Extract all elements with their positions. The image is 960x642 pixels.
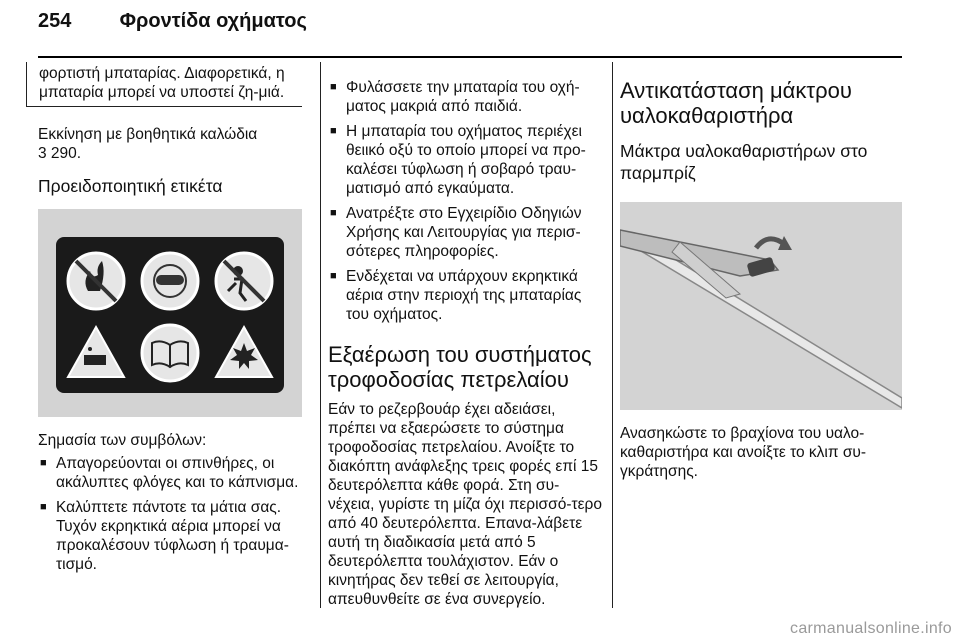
battery-warnings-list [328, 78, 604, 324]
list-item: ■ Απαγορεύονται οι σπινθήρες, οι ακάλυπτες φλόγες και το κάπνισμα. [38, 454, 302, 492]
wiper-illustration [620, 202, 902, 410]
jump-start-ref: 3 290. [38, 145, 82, 162]
list-item: ■ Φυλάσσετε την μπαταρία του οχή-ματος μακριά από παιδιά. [328, 78, 604, 116]
list-item: ■ Ανατρέξτε στο Εγχειρίδιο Οδηγιών Χρήσης και Λειτουργίας για περισ-σότερες πληροφορίες. [328, 204, 604, 261]
wiper-image [620, 202, 902, 410]
label-heading: Προειδοποιητική ετικέτα [38, 176, 223, 196]
bleeding-body: Εάν το ρεζερβουάρ έχει αδειάσει, πρέπει να εξαερώσετε το σύστημα τροφοδοσίας πετρελαίου. Ανοίξτε το διακόπτη ανάφλεξης τρεις φορές επί 15 δευτερόλεπτα κάθε φορά. Στη συ-νέχεια, γυρίστε τη μίζα όχι περισσό-τερο από 40 δευτερόλεπτα. Επανα-λάβετε αυτή τη διαδικασία μετά από 5 δευτερόλεπτα τουλάχιστον. Εάν ο κινητήρας δεν τεθεί σε λειτουργία, απευθυνθείτε σε ένα συνεργείο. [328, 401, 602, 608]
warning-label-graphic [38, 209, 302, 417]
no-children-icon [216, 253, 272, 309]
column-3 [620, 62, 902, 481]
wiper-subheading: Μάκτρα υαλοκαθαριστήρων στο παρμπρίζ [620, 141, 868, 183]
list-item: ■ Καλύπτετε πάντοτε τα μάτια σας. Τυχόν εκρηκτικά αέρια μπορεί να προκαλέσουν τύφλωση ή τραυμα-τισμό. [38, 498, 302, 574]
watermark: carmanualsonline.info [790, 620, 952, 637]
page-title: Φροντίδα οχήματος [119, 10, 307, 32]
column-divider [320, 62, 321, 608]
list-item: ■ Η μπαταρία του οχήματος περιέχει θειικό οξύ το οποίο μπορεί να προ-καλέσει τύφλωση ή σοβαρό τραυ-ματισμό από εγκαύματα. [328, 122, 604, 198]
symbols-list [38, 454, 302, 574]
list-item: ■ Ενδέχεται να υπάρχουν εκρηκτικά αέρια στην περιοχή της μπαταρίας του οχήματος. [328, 267, 604, 324]
page-header [38, 10, 307, 33]
page-number: 254 [38, 10, 72, 32]
warning-text: φορτιστή μπαταρίας. Διαφορετικά, η μπαταρία μπορεί να υποστεί ζη-μιά. [39, 65, 285, 101]
column-1 [38, 62, 302, 580]
wiper-heading: Αντικατάσταση μάκτρου υαλοκαθαριστήρα [620, 78, 852, 128]
warning-box [26, 62, 302, 107]
goggles-icon [142, 253, 198, 309]
symbols-intro: Σημασία των συμβόλων: [38, 432, 207, 449]
warning-label-image [38, 209, 302, 417]
bleeding-heading: Εξαέρωση του συστήματος τροφοδοσίας πετρελαίου [328, 342, 592, 392]
wiper-body: Ανασηκώστε το βραχίονα του υαλο-καθαριστήρα και ανοίξτε το κλιπ συ-γκράτησης. [620, 425, 867, 480]
jump-start-text: Εκκίνηση με βοηθητικά καλώδια [38, 126, 258, 143]
no-flames-icon [68, 253, 124, 309]
column-divider [612, 62, 613, 608]
manual-icon [142, 325, 198, 381]
column-2 [328, 62, 604, 609]
header-rule [38, 56, 902, 58]
